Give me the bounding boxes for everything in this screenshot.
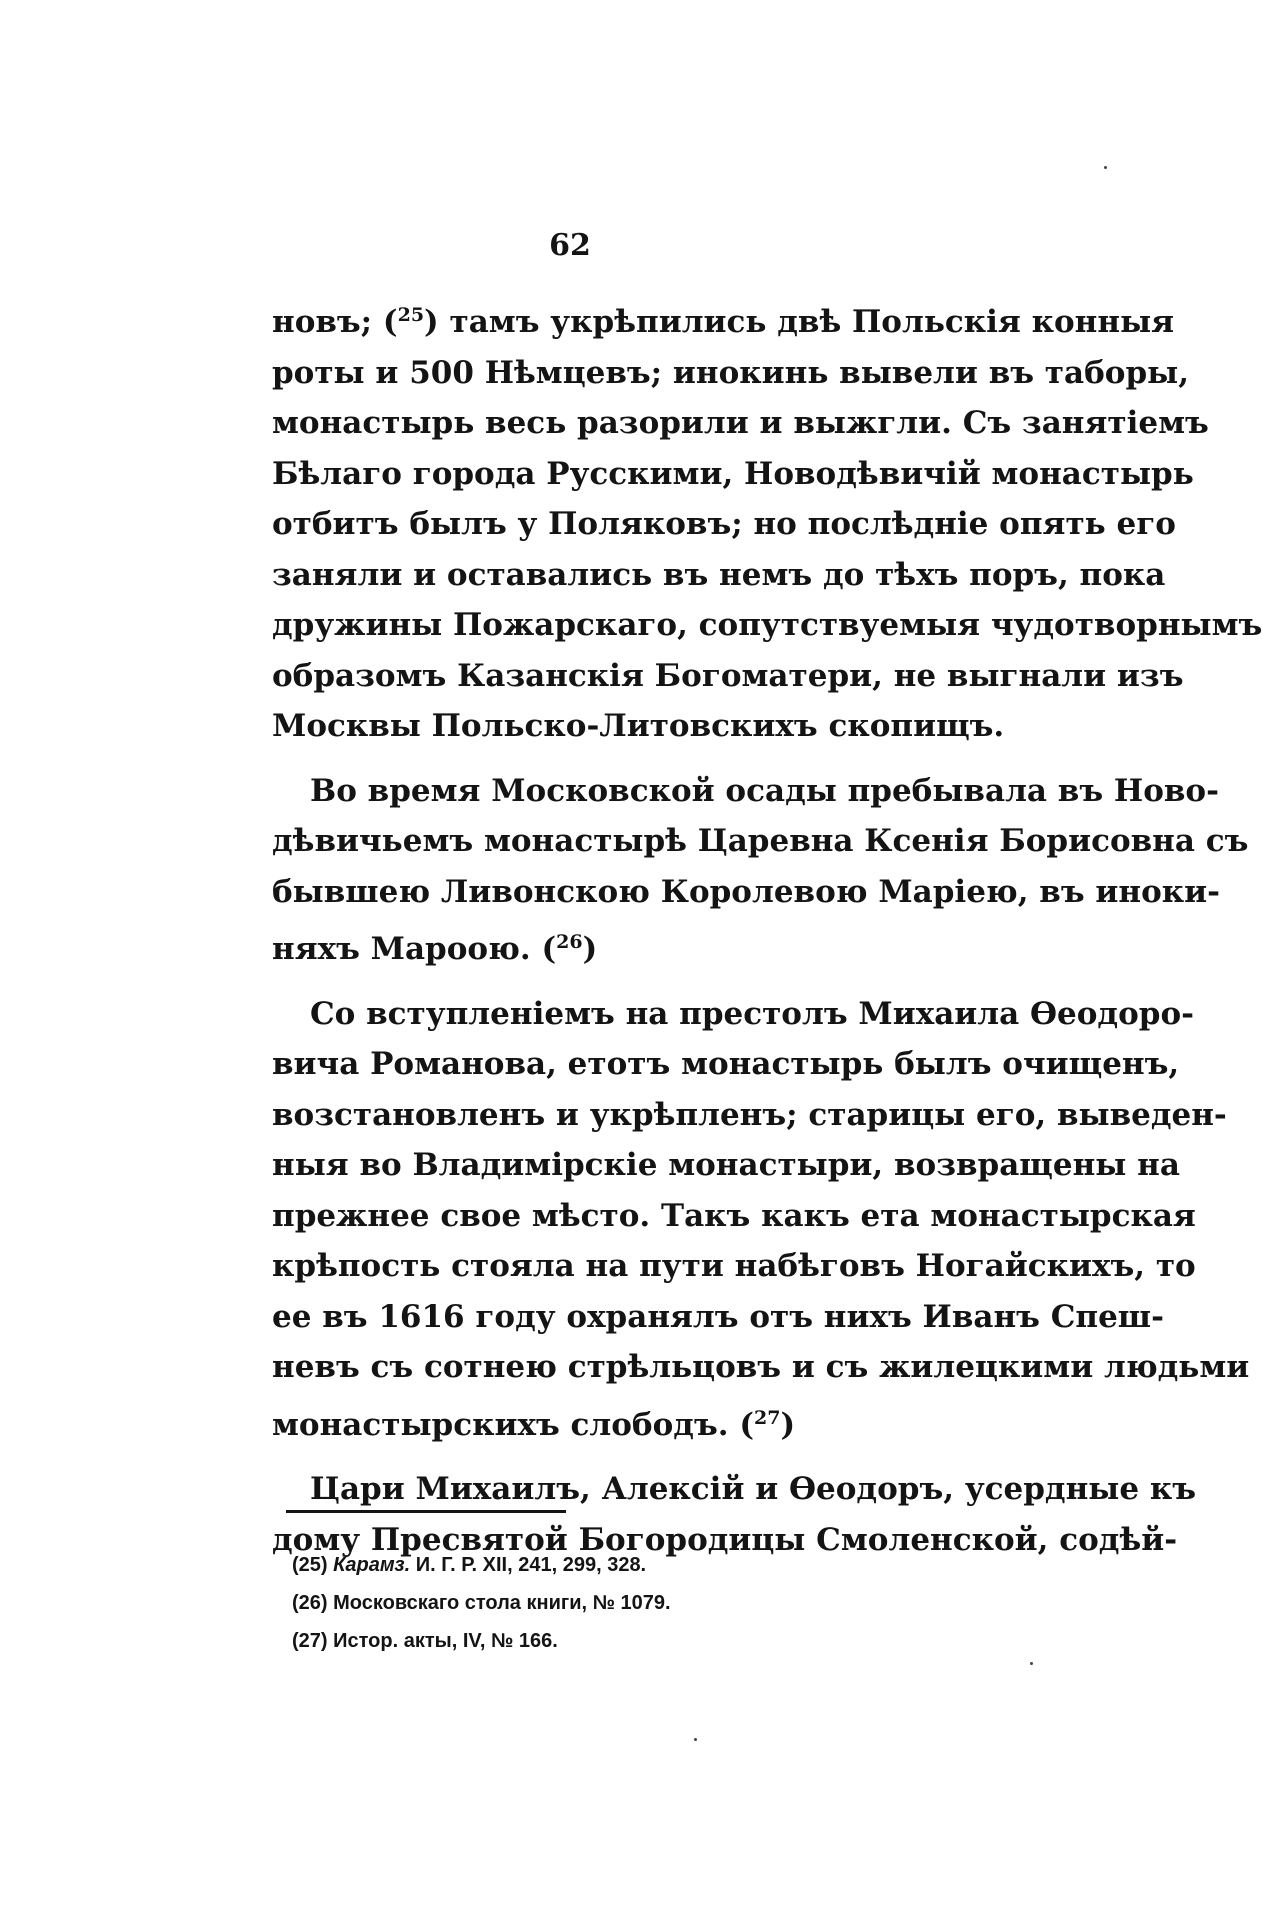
paragraph bbox=[272, 766, 1249, 975]
footnote-27 bbox=[292, 1622, 992, 1660]
footnote-source: Московскаго стола книги, bbox=[333, 1592, 588, 1614]
footnote-divider bbox=[286, 1510, 566, 1513]
text-fragment: няхъ Мароою. ( bbox=[272, 931, 557, 967]
text-fragment: монастырскихъ слободъ. ( bbox=[272, 1406, 754, 1443]
scan-speck bbox=[1104, 166, 1107, 169]
footnote-25 bbox=[292, 1546, 992, 1584]
text-line: Бѣлаго города Русскими, Новодѣвичій монастырь bbox=[272, 455, 1194, 492]
footnotes bbox=[292, 1546, 992, 1660]
footnote-detail: IV, № 166. bbox=[462, 1630, 558, 1652]
paragraph bbox=[272, 290, 1262, 752]
text-line: вича Романова, етотъ монастырь былъ очищенъ, bbox=[272, 1046, 1180, 1082]
footnote-source: Карамз. bbox=[333, 1554, 411, 1576]
text-line: бывшею Ливонскою Королевою Маріею, въ иноки- bbox=[272, 873, 1221, 910]
text-line bbox=[272, 917, 1054, 975]
text-line: образомъ Казанскія Богоматери, не выгнали изъ bbox=[272, 657, 1184, 694]
text-line: Во время Московской осады пребывала въ Ново- bbox=[310, 772, 1219, 809]
text-line: дружины Пожарскаго, сопутствуемыя чудотворнымъ bbox=[272, 607, 1262, 643]
text-line bbox=[272, 1393, 1054, 1451]
text-line: ее въ 1616 году охранялъ отъ нихъ Иванъ Спеш- bbox=[272, 1298, 1164, 1335]
footnote-detail: И. Г. Р. XII, 241, 299, 328. bbox=[415, 1554, 647, 1576]
footnote-number: (26) bbox=[292, 1592, 328, 1614]
footnote-number: (27) bbox=[292, 1630, 328, 1652]
footnote-number: (25) bbox=[292, 1554, 328, 1576]
body-text bbox=[272, 290, 1262, 1579]
text-line: крѣпость стояла на пути набѣговъ Ногайскихъ, то bbox=[272, 1248, 1196, 1284]
footnote-detail: № 1079. bbox=[592, 1592, 671, 1614]
text-line: монастырь весь разорили и выжгли. Съ занятіемъ bbox=[272, 405, 1209, 441]
text-fragment: ) bbox=[780, 1406, 796, 1443]
text-line bbox=[272, 290, 1175, 348]
text-line: Москвы Польско-Литовскихъ скопищъ. bbox=[272, 708, 1005, 744]
text-fragment: ) bbox=[582, 931, 598, 967]
text-line: Со вступленіемъ на престолъ Михаила Ѳеодоро- bbox=[310, 995, 1194, 1032]
footnote-ref-27[interactable]: 27 bbox=[753, 1406, 781, 1429]
text-line: дѣвичьемъ монастырѣ Царевна Ксенія Борисовна съ bbox=[272, 823, 1249, 859]
page-number: 62 bbox=[549, 228, 591, 263]
text-line: ныя во Владимірскіе монастыри, возвращены на bbox=[272, 1147, 1180, 1183]
text-line: прежнее свое мѣсто. Такъ какъ ета монастырская bbox=[272, 1197, 1196, 1234]
footnote-source: Истор. акты, bbox=[333, 1630, 458, 1652]
text-line: Цари Михаилъ, Алексій и Ѳеодоръ, усердные къ bbox=[310, 1471, 1197, 1507]
text-line: дому Пресвятой Богородицы Смоленской, содѣй- bbox=[272, 1521, 1178, 1558]
text-fragment: ) тамъ укрѣпились двѣ Польскія конныя bbox=[424, 304, 1175, 340]
footnote-ref-26[interactable]: 26 bbox=[556, 931, 583, 953]
text-line: заняли и оставались въ немъ до тѣхъ поръ, пока bbox=[272, 556, 1166, 593]
text-fragment: новъ; ( bbox=[272, 304, 398, 340]
text-line: невъ съ сотнею стрѣльцовъ и съ жилецкими людьми bbox=[272, 1349, 1250, 1385]
text-line: возстановленъ и укрѣпленъ; старицы его, выведен- bbox=[272, 1096, 1227, 1133]
footnote-26 bbox=[292, 1584, 992, 1622]
text-line: отбитъ былъ у Поляковъ; но послѣдніе опять его bbox=[272, 506, 1176, 542]
paragraph bbox=[272, 989, 1250, 1451]
text-line: роты и 500 Нѣмцевъ; инокинь вывели въ таборы, bbox=[272, 354, 1189, 391]
scan-speck bbox=[694, 1738, 697, 1741]
scan-speck bbox=[1030, 1662, 1033, 1665]
footnote-ref-25[interactable]: 25 bbox=[397, 304, 425, 326]
